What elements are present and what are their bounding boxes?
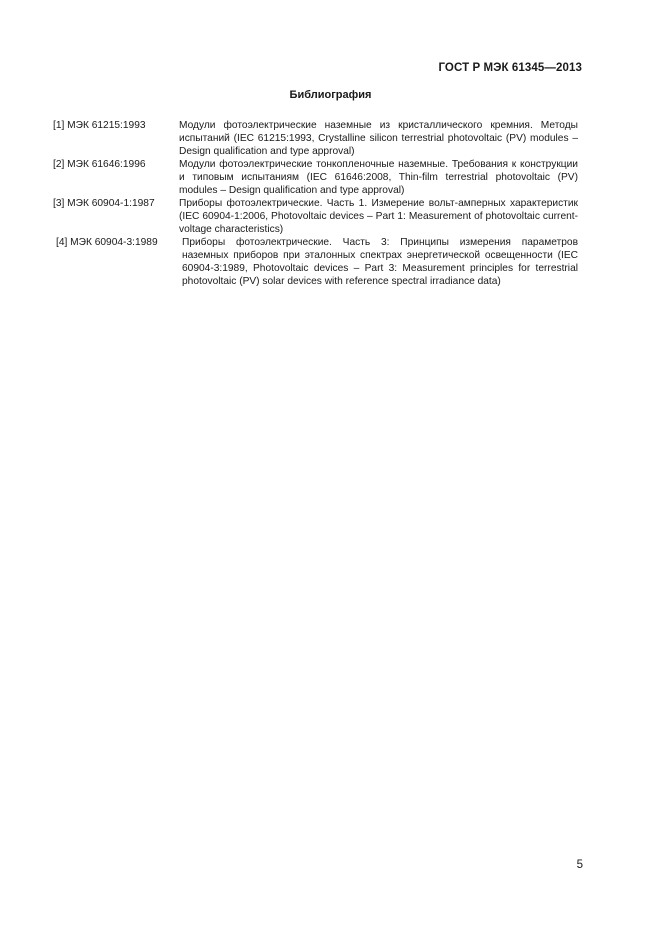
bibliography-entry <box>53 158 578 197</box>
reference-text: Приборы фотоэлектрические. Часть 3: Принципы измерения параметров наземных приборов при эталонных спектрах энергетической освещенности (IEC 60904-3:1989, Photovoltaic devices – Part 3: Measurement principles for terrestrial photovoltaic (PV) solar devices with reference spectral irradiance data) <box>182 237 578 287</box>
bibliography-entry <box>53 197 578 236</box>
bibliography-entry <box>53 236 578 288</box>
bibliography-entry <box>53 119 578 158</box>
reference-text: Модули фотоэлектрические тонкопленочные наземные. Требования к конструкции и типовым испытаниям (IEC 61646:2008, Thin-film terrestrial photovoltaic (PV) modules – Design qualification and type approval) <box>179 159 578 196</box>
reference-id: [1] МЭК 61215:1993 <box>53 120 146 131</box>
section-title: Библиография <box>289 89 372 101</box>
reference-id: [3] МЭК 60904-1:1987 <box>53 198 155 209</box>
document-code: ГОСТ Р МЭК 61345—2013 <box>438 62 582 74</box>
reference-text: Модули фотоэлектрические наземные из кристаллического кремния. Методы испытаний (IEC 61215:1993, Crystalline silicon terrestrial photovoltaic (PV) modules – Design qualification and type approval) <box>179 120 578 157</box>
bibliography-list <box>53 119 578 288</box>
page-number: 5 <box>576 859 583 871</box>
reference-id: [4] МЭК 60904-3:1989 <box>56 237 158 248</box>
reference-id: [2] МЭК 61646:1996 <box>53 159 146 170</box>
reference-text: Приборы фотоэлектрические. Часть 1. Измерение вольт-амперных характеристик (IEC 60904-1:2006, Photovoltaic devices – Part 1: Measurement of photovoltaic current-voltage characteristics) <box>179 198 578 235</box>
